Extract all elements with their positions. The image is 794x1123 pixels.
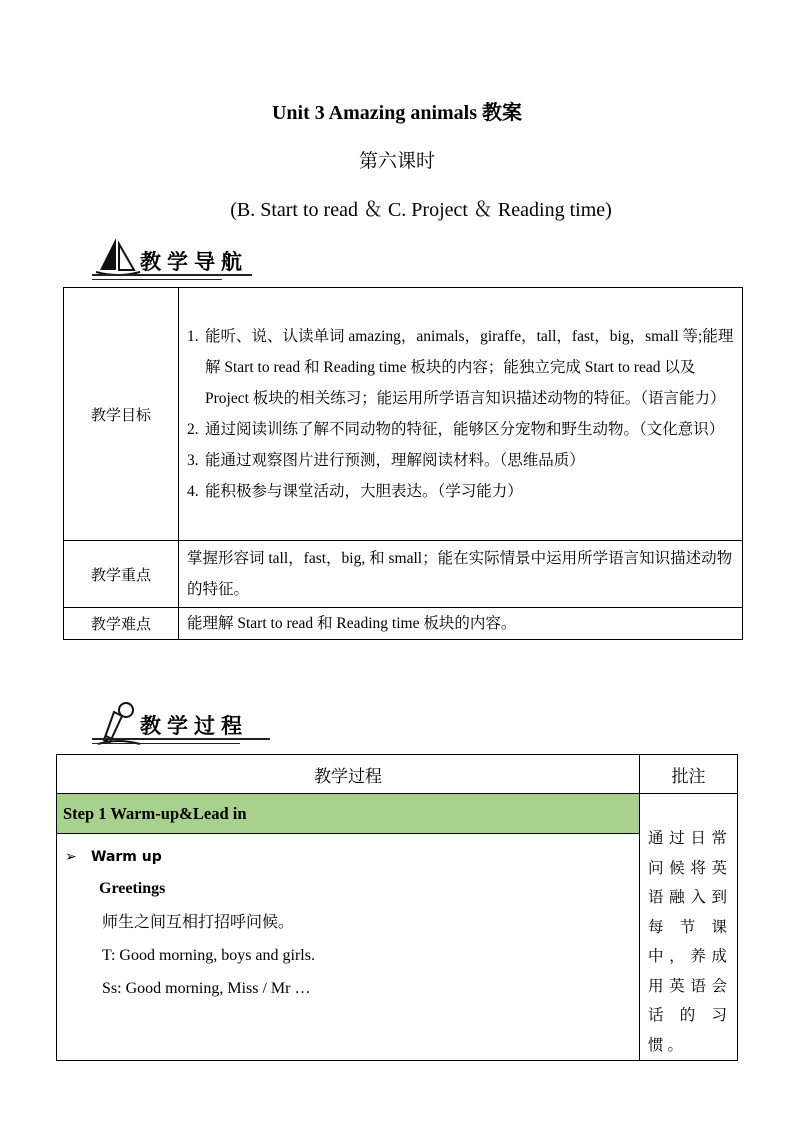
objectives-content (179, 288, 743, 541)
step-1-header: Step 1 Warm-up&Lead in (57, 794, 640, 834)
goals-table (63, 287, 743, 640)
objective-item (187, 476, 738, 507)
sailboat-icon (96, 236, 142, 278)
greetings-label: Greetings (99, 880, 166, 898)
objective-item (187, 445, 738, 476)
objective-text: 能积极参与课堂活动，大胆表达。（学习能力） (205, 483, 523, 500)
difficulties-content: 能理解 Start to read 和 Reading time 板块的内容。 (179, 608, 743, 640)
table-header-row (57, 755, 738, 794)
key-points-content: 掌握形容词 tall，fast，big, 和 small；能在实际情景中运用所学语言知识描述动物的特征。 (179, 541, 743, 608)
dialogue-line: T: Good morning, boys and girls. (102, 947, 315, 965)
section-header-process (92, 700, 270, 746)
dialogue-line: 师生之间互相打招呼问候。 (102, 914, 295, 932)
difficulties-label: 教学难点 (64, 608, 179, 640)
lesson-number: 第六课时 (358, 151, 435, 172)
section-header-nav-label: 教学导航 (140, 250, 248, 274)
objective-num: 4. (187, 483, 199, 500)
objective-text: 通过阅读训练了解不同动物的特征，能够区分宠物和野生动物。（文化意识） (205, 421, 725, 438)
objective-num: 3. (187, 452, 199, 469)
warm-up-item (57, 842, 639, 872)
lesson-sections: (B. Start to read ＆ C. Project ＆ Reading time) (230, 199, 612, 221)
warm-up-label: Warm up (91, 849, 162, 866)
table-row (64, 541, 743, 608)
table-row (57, 834, 738, 1061)
objective-text: 能通过观察图片进行预测，理解阅读材料。（思维品质） (205, 452, 585, 469)
section-underline (92, 274, 252, 276)
section-header-process-label: 教学过程 (140, 714, 248, 738)
objective-num: 2. (187, 421, 199, 438)
objective-text: 能听、说、认读单词 amazing，animals，giraffe，tall，fast，big，small 等;能理解 Start to read 和 Reading time 板块的内容；能独立完成 Start to read 以及 Project 板块的相关练习；能运用所学语言知识描述动物的特征。（语言能力） (205, 328, 734, 407)
table-row (57, 794, 738, 834)
objective-item (187, 321, 738, 414)
objectives-label: 教学目标 (64, 288, 179, 541)
process-table (56, 754, 738, 1061)
section-header-nav (92, 236, 252, 282)
key-points-label: 教学重点 (64, 541, 179, 608)
table-row (64, 288, 743, 541)
column-header-notes: 批注 (640, 755, 738, 794)
objective-num: 1. (187, 328, 199, 345)
section-underline (92, 738, 270, 740)
section-underline (92, 279, 222, 280)
section-underline (92, 743, 240, 744)
note-cell: 通过日常问候将英语融入到每节课中，养成用英语会话的习惯。 (640, 794, 738, 1061)
objective-item (187, 414, 738, 445)
document-title: Unit 3 Amazing animals 教案 (271, 102, 523, 124)
step-1-body (57, 834, 640, 1061)
dialogue-line: Ss: Good morning, Miss / Mr … (102, 980, 311, 998)
arrow-bullet-icon: ➢ (65, 849, 77, 866)
table-row (64, 608, 743, 640)
column-header-process: 教学过程 (57, 755, 640, 794)
